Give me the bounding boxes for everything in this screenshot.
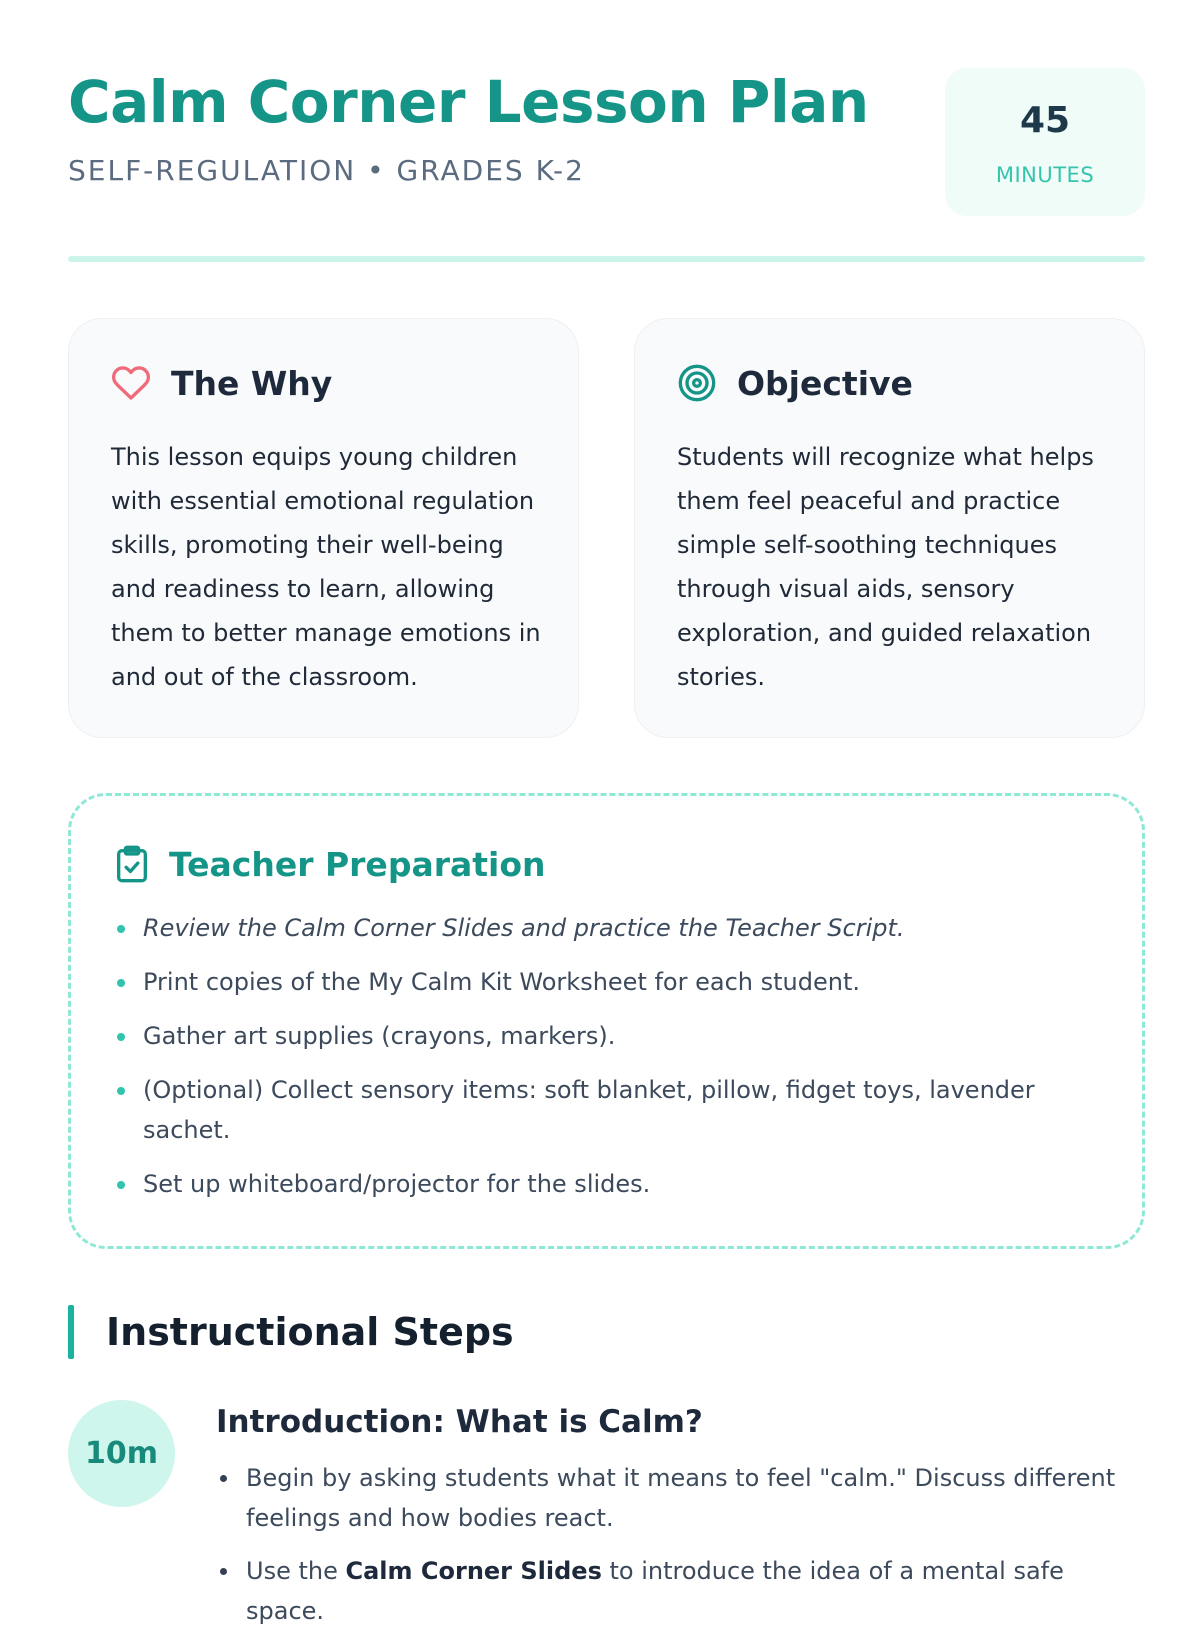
target-icon — [677, 363, 717, 403]
prep-header — [115, 842, 546, 886]
prep-item: Review the Calm Corner Slides and practice the Teacher Script. — [117, 908, 1077, 948]
step-bullets — [218, 1458, 1145, 1644]
header-divider — [68, 256, 1145, 262]
why-card-header — [111, 361, 332, 405]
step-title: Introduction: What is Calm? — [216, 1404, 703, 1440]
heart-icon — [111, 363, 151, 403]
step-bullet-bold: Calm Corner Slides — [345, 1557, 602, 1585]
instructional-steps-title: Instructional Steps — [106, 1310, 514, 1354]
objective-card — [634, 318, 1145, 738]
prep-list — [117, 908, 1077, 1218]
lesson-plan-page — [68, 0, 1145, 1625]
why-card — [68, 318, 579, 738]
step-duration-badge: 10m — [68, 1400, 175, 1507]
objective-card-header — [677, 361, 913, 405]
step-bullet-text: to introduce the idea of a mental safe space. — [246, 1557, 1064, 1625]
prep-title: Teacher Preparation — [169, 844, 546, 884]
instructional-steps-header — [68, 1305, 514, 1359]
objective-card-title: Objective — [737, 363, 913, 403]
step-bullet — [218, 1551, 1145, 1631]
teacher-preparation-section — [68, 793, 1145, 1249]
header — [68, 60, 1145, 220]
clipboard-check-icon — [115, 844, 149, 884]
prep-item: Set up whiteboard/projector for the slides. — [117, 1164, 1077, 1204]
page-title: Calm Corner Lesson Plan — [68, 68, 869, 136]
prep-item: (Optional) Collect sensory items: soft blanket, pillow, fidget toys, lavender sachet. — [117, 1070, 1077, 1150]
prep-item: Print copies of the My Calm Kit Worksheet for each student. — [117, 962, 1077, 1002]
section-accent-bar — [68, 1305, 74, 1359]
step-bullet-text: Use the — [246, 1557, 346, 1585]
why-card-body: This lesson equips young children with essential emotional regulation skills, promoting their well-being and readiness to learn, allowing them to better manage emotions in and out of the classroom. — [111, 443, 541, 691]
duration-badge — [945, 68, 1145, 216]
page-subtitle: SELF-REGULATION • GRADES K-2 — [68, 154, 585, 187]
prep-item: Gather art supplies (crayons, markers). — [117, 1016, 1077, 1056]
step-bullet: Begin by asking students what it means to feel "calm." Discuss different feelings and how bodies react. — [218, 1458, 1145, 1538]
objective-card-body: Students will recognize what helps them feel peaceful and practice simple self-soothing techniques through visual aids, sensory exploration, and guided relaxation stories. — [677, 443, 1094, 691]
why-card-title: The Why — [171, 363, 333, 403]
duration-unit: MINUTES — [995, 163, 1095, 187]
duration-value: 45 — [1019, 100, 1071, 141]
